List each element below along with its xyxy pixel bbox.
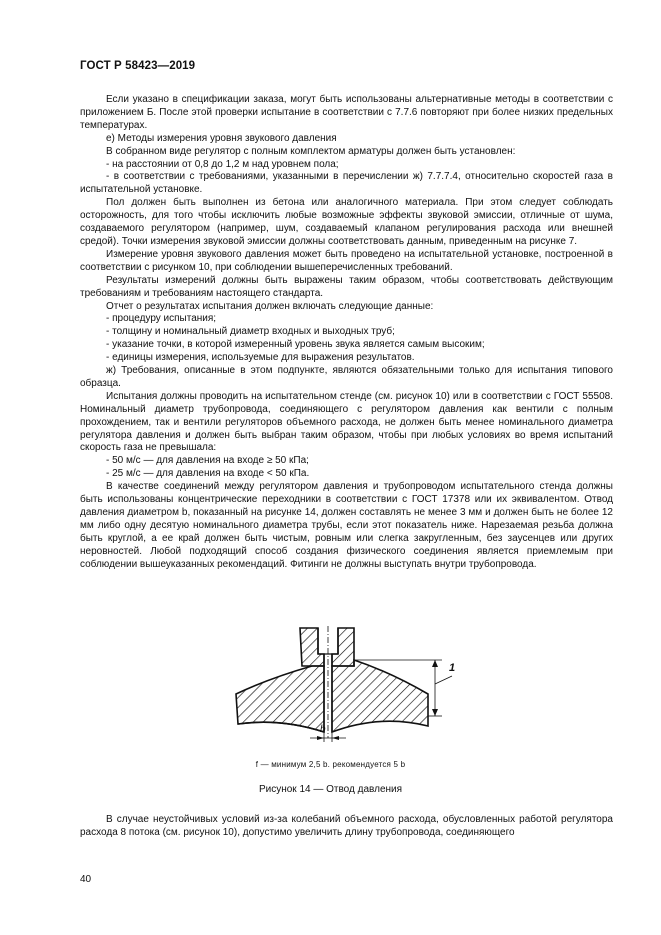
paragraph: е) Методы измерения уровня звукового давления bbox=[106, 132, 337, 144]
pressure-tap-figure bbox=[230, 626, 470, 744]
list-item: - процедуру испытания; bbox=[106, 313, 217, 325]
page-number: 40 bbox=[80, 874, 92, 885]
figure-caption: Рисунок 14 — Отвод давления bbox=[258, 784, 403, 795]
pipe-wall-right bbox=[332, 660, 428, 732]
list-item: - 50 м/с — для давления на входе ≥ 50 кПа; bbox=[106, 455, 309, 467]
list-item: - на расстоянии от 0,8 до 1,2 м над уровнем пола; bbox=[106, 158, 339, 170]
body-text bbox=[80, 94, 613, 572]
list-item: - 25 м/с — для давления на входе < 50 кПа. bbox=[106, 468, 310, 480]
fitting-boss bbox=[300, 628, 324, 666]
dimension-label-b: b bbox=[320, 724, 326, 735]
dimension-label-1: 1 bbox=[449, 662, 456, 674]
paragraph: В качестве соединений между регулятором давления и трубопроводом испытательного стенда должны быть использованы концентрические переходники в соответствии с ГОСТ 17378 или их эквивалентом. Отвод давления диаметром b, показанный на рисунке 14, должен составлять не менее 3 мм и должен быть не более 12 мм либо одну десятую номинального диаметра трубы, если этот показатель ниже. Нарезаемая резьба должна быть круглой, а ее край должен быть чистым, ровным или слегка закругленным, без заусенцев или других неровностей. Любой подходящий способ создания физического соединения является приемлемым при соблюдении вышеуказанных рекомендаций. Фитинги не должны выступать внутри трубопровода. bbox=[80, 481, 613, 570]
list-item: - единицы измерения, используемые для выражения результатов. bbox=[106, 352, 415, 364]
bottom-text bbox=[80, 814, 613, 840]
list-item: - толщину и номинальный диаметр входных и выходных труб; bbox=[106, 326, 395, 338]
list-item: - указание точки, в которой измеренный уровень звука является самым высоким; bbox=[106, 339, 485, 351]
figure-footnote: f — минимум 2,5 b. рекомендуется 5 b bbox=[255, 760, 406, 769]
paragraph: Испытания должны проводить на испытательном стенде (см. рисунок 10) или в соответствии с ГОСТ 55508. Номинальный диаметр трубопровода, соединяющего с регулятором давления как вентили с полным прохождением, так и вентили регуляторов объемного расхода, не должен быть менее номинального диаметра регулятора давления и должен быть выбран таким образом, чтобы при любых условиях во время испытаний скорость газа не превышала: bbox=[80, 390, 613, 454]
paragraph: В собранном виде регулятор с полным комплектом арматуры должен быть установлен: bbox=[106, 145, 516, 157]
pressure-tap-drawing bbox=[230, 626, 470, 744]
fitting-boss-right bbox=[332, 628, 354, 666]
document-header: ГОСТ Р 58423—2019 bbox=[80, 60, 196, 72]
paragraph: Результаты измерений должны быть выражены таким образом, чтобы соответствовать действующим требованиям и требованиям настоящего стандарта. bbox=[80, 274, 613, 299]
list-item: - в соответствии с требованиями, указанными в перечислении ж) 7.7.7.4, относительно скоростей газа в испытательной установке. bbox=[80, 171, 613, 196]
paragraph: ж) Требования, описанные в этом подпункте, являются обязательными только для испытания типового образца. bbox=[80, 365, 613, 389]
paragraph: Измерение уровня звукового давления может быть проведено на испытательной установке, построенной в соответствии с рисунком 10, при соблюдении вышеперечисленных требований. bbox=[80, 248, 613, 273]
paragraph: В случае неустойчивых условий из-за колебаний объемного расхода, обусловленных работой регулятора расхода 8 потока (см. рисунок 10), допустимо увеличить длину трубопровода, соединяющего bbox=[80, 814, 613, 838]
paragraph: Пол должен быть выполнен из бетона или аналогичного материала. При этом следует соблюдать осторожность, для того чтобы исключить любые возможные эффекты звуковой эмиссии, отличные от шума, создаваемого регулятором (например, шум, создаваемый клапаном регулирования расхода или внешней средой). Точки измерения звуковой эмиссии должны соответствовать данным, приведенным на рисунке 7. bbox=[80, 197, 613, 247]
paragraph: Если указано в спецификации заказа, могут быть использованы альтернативные методы в соответствии с приложением Б. После этой проверки испытание в соответствии с 7.7.6 повторяют при более низких предельных температурах. bbox=[80, 94, 613, 131]
paragraph: Отчет о результатах испытания должен включать следующие данные: bbox=[106, 300, 434, 312]
